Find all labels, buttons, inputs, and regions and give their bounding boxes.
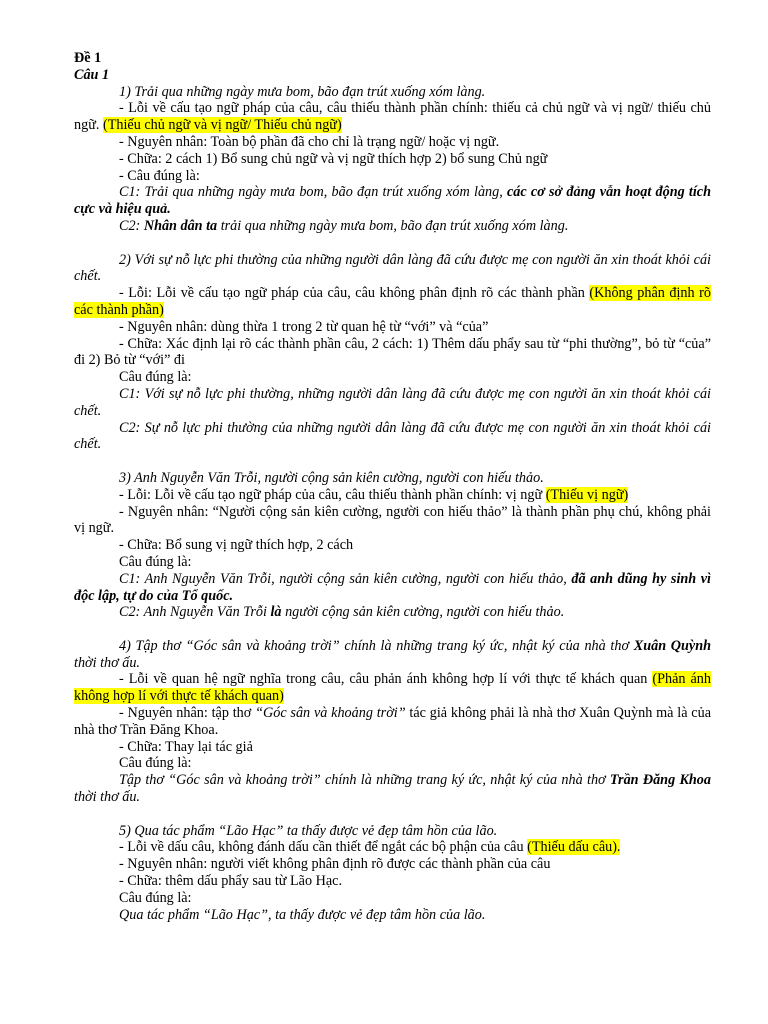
item-4-correct-label: Câu đúng là: <box>119 755 192 772</box>
item-1-error-tag: (Thiếu chủ ngữ và vị ngữ/ Thiếu chủ ngữ) <box>102 117 342 134</box>
item-4-error: - Lỗi về quan hệ ngữ nghĩa trong câu, câu phản ánh không hợp lí với thực tế khách quan (Phản ánh không hợp lí với thực tế khách quan) <box>74 671 711 705</box>
item-2-cause: - Nguyên nhân: dùng thừa 1 trong 2 từ quan hệ từ “với” và “của” <box>119 318 489 335</box>
item-2-correct-label: Câu đúng là: <box>119 369 192 386</box>
spacer <box>74 453 711 470</box>
spacer <box>74 806 711 823</box>
item-3-correct-label: Câu đúng là: <box>119 553 192 570</box>
item-3-fix: - Chữa: Bổ sung vị ngữ thích hợp, 2 cách <box>119 537 354 554</box>
item-5-error: - Lỗi về dấu câu, không đánh dấu cần thiết để ngắt các bộ phận của câu (Thiếu dấu câu). <box>119 839 621 856</box>
item-1-correct-1: C1: Trải qua những ngày mưa bom, bão đạn trút xuống xóm làng, các cơ sở đảng vẫn hoạt động tích cực và hiệu quả. <box>74 184 711 218</box>
item-4-correct-1: Tập thơ “Góc sân và khoảng trời” chính là những trang ký ức, nhật ký của nhà thơ Trần Đăng Khoa thời thơ ấu. <box>74 772 711 806</box>
item-5-correct-label: Câu đúng là: <box>119 889 192 906</box>
item-2-error-tag: (Không phân định rõ các thành phần) <box>74 285 711 318</box>
exam-heading: Đề 1 <box>74 50 102 66</box>
question-heading: Câu 1 <box>74 66 110 83</box>
item-3-error: - Lỗi: Lỗi về cấu tạo ngữ pháp của câu, câu thiếu thành phần chính: vị ngữ (Thiếu vị ngữ) <box>119 486 629 503</box>
item-5-fix: - Chữa: thêm dấu phẩy sau từ Lão Hạc. <box>119 873 343 890</box>
item-4-fix: - Chữa: Thay lại tác giả <box>119 738 253 755</box>
item-4-question: 4) Tập thơ “Góc sân và khoảng trời” chính là những trang ký ức, nhật ký của nhà thơ Xuân Quỳnh thời thơ ấu. <box>74 637 711 671</box>
item-4-error-tag: (Phản ánh không hợp lí với thực tế khách quan) <box>74 671 711 705</box>
item-5-cause: - Nguyên nhân: người viết không phân định rõ được các thành phần của câu <box>119 856 551 873</box>
item-2-error: - Lỗi: Lỗi về cấu tạo ngữ pháp của câu, câu không phân định rõ các thành phần (Không phân định rõ các thành phần) <box>74 285 711 318</box>
item-2-fix: - Chữa: Xác định lại rõ các thành phần câu, 2 cách: 1) Thêm dấu phẩy sau từ “phi thường”, bỏ từ “của” đi 2) Bỏ từ “với” đi <box>74 335 711 369</box>
item-3-cause: - Nguyên nhân: “Người cộng sản kiên cường, người con hiếu thảo” là thành phần phụ chú, không phải vị ngữ. <box>74 503 711 537</box>
item-1-fix: - Chữa: 2 cách 1) Bổ sung chủ ngữ và vị ngữ thích hợp 2) bổ sung Chủ ngữ <box>119 150 548 167</box>
item-3-error-tag: (Thiếu vị ngữ) <box>545 486 629 503</box>
item-3-correct-1: C1: Anh Nguyễn Văn Trỗi, người cộng sản kiên cường, người con hiếu thảo, đã anh dũng hy sinh vì độc lập, tự do của Tổ quốc. <box>74 570 711 604</box>
item-2-correct-2: C2: Sự nỗ lực phi thường của những người dân làng đã cứu được mẹ con người ăn xin thoát khỏi cái chết. <box>74 419 711 453</box>
item-5-question: 5) Qua tác phẩm “Lão Hạc” ta thấy được vẻ đẹp tâm hồn của lão. <box>119 822 498 839</box>
spacer <box>74 621 711 638</box>
item-1-question: 1) Trải qua những ngày mưa bom, bão đạn trút xuống xóm làng. <box>119 83 486 100</box>
item-3-question: 3) Anh Nguyễn Văn Trỗi, người cộng sản kiên cường, người con hiếu thảo. <box>119 469 544 486</box>
item-4-cause: - Nguyên nhân: tập thơ “Góc sân và khoảng trời” tác giả không phải là nhà thơ Xuân Quỳnh mà là của nhà thơ Trần Đăng Khoa. <box>74 705 711 738</box>
item-5-error-tag: (Thiếu dấu câu). <box>527 839 621 856</box>
item-1-error: - Lỗi về cấu tạo ngữ pháp của câu, câu thiếu thành phần chính: thiếu cả chủ ngữ và vị ngữ/ thiếu chủ ngữ. (Thiếu chủ ngữ và vị ngữ/ Thiếu chủ ngữ) <box>74 100 711 134</box>
item-1-correct-2: C2: Nhân dân ta trải qua những ngày mưa bom, bão đạn trút xuống xóm làng. <box>119 217 569 234</box>
item-1-correct-label: - Câu đúng là: <box>119 167 200 184</box>
spacer <box>74 235 711 252</box>
item-5-correct-1: Qua tác phẩm “Lão Hạc”, ta thấy được vẻ đẹp tâm hồn của lão. <box>119 906 486 923</box>
item-2-question: 2) Với sự nỗ lực phi thường của những người dân làng đã cứu được mẹ con người ăn xin thoát khỏi cái chết. <box>74 251 711 285</box>
item-1-cause: - Nguyên nhân: Toàn bộ phần đã cho chỉ là trạng ngữ/ hoặc vị ngữ. <box>119 133 500 150</box>
item-3-correct-2: C2: Anh Nguyễn Văn Trỗi là người cộng sản kiên cường, người con hiếu thảo. <box>119 604 565 621</box>
item-2-correct-1: C1: Với sự nỗ lực phi thường, những người dân làng đã cứu được mẹ con người ăn xin thoát khỏi cái chết. <box>74 385 711 419</box>
